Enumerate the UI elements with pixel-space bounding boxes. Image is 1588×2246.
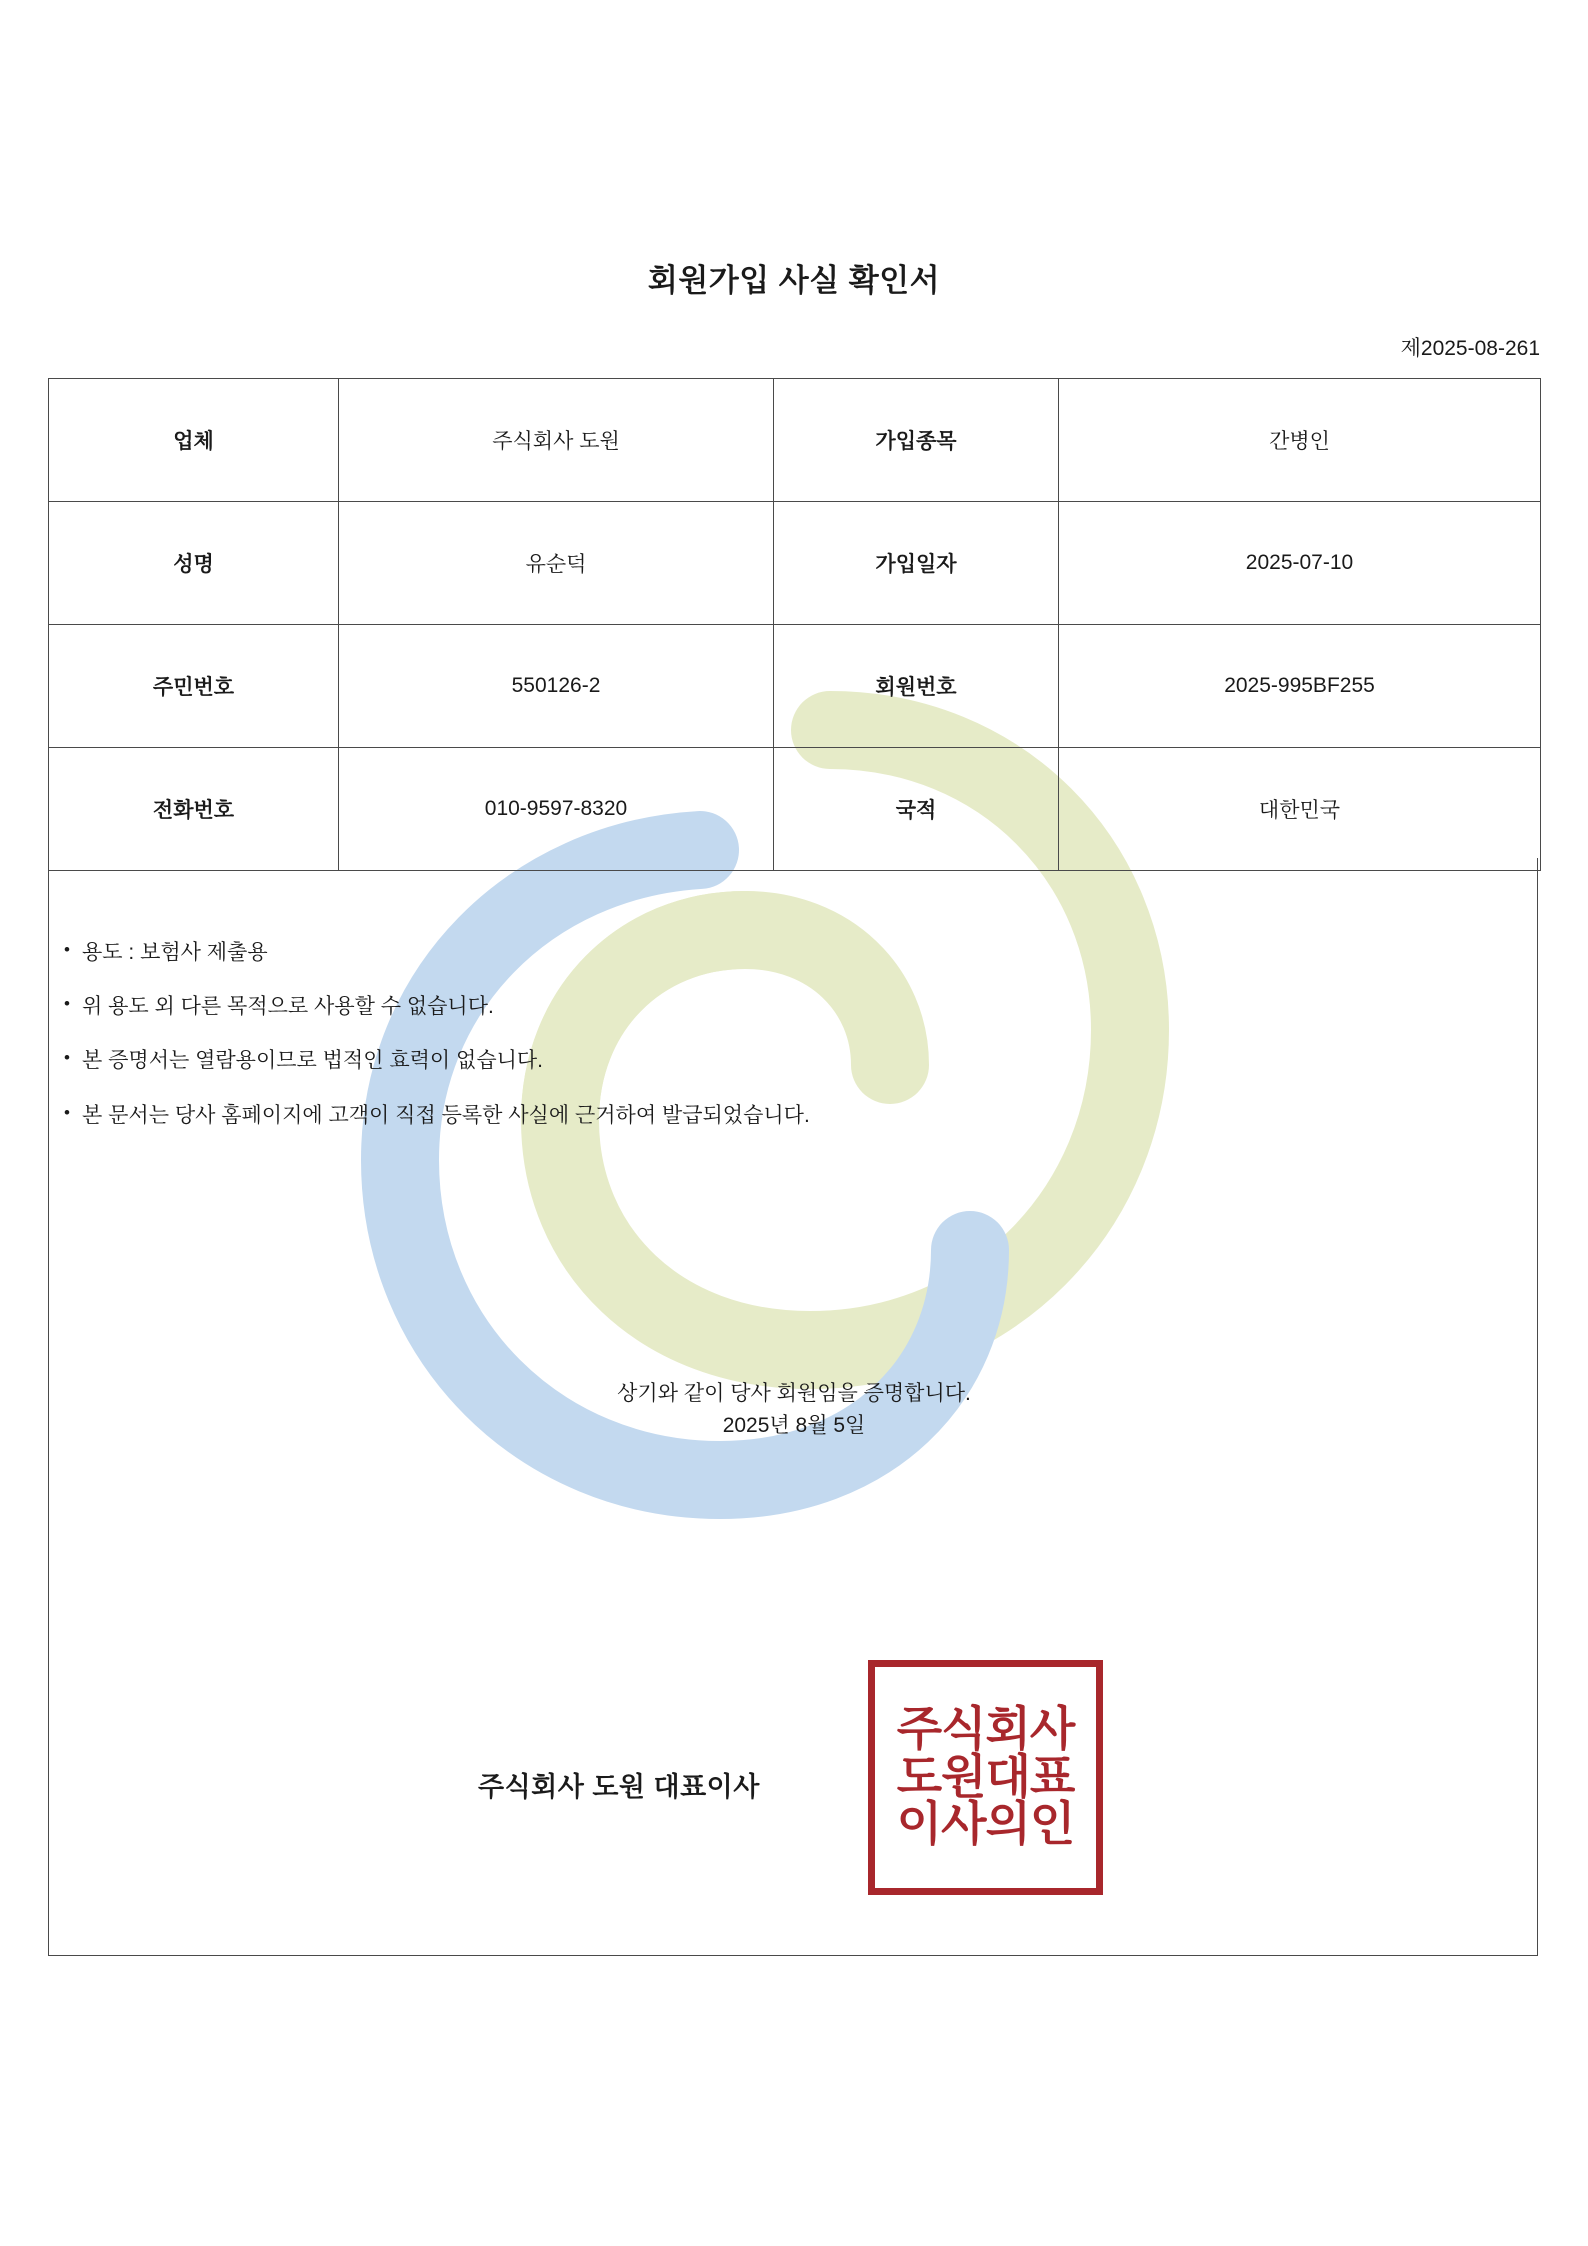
- table-row: [49, 502, 1541, 625]
- seal-line-2: 도원대표: [896, 1749, 1075, 1805]
- list-item: • 위 용도 외 다른 목적으로 사용할 수 없습니다.: [48, 994, 1348, 1019]
- signature-line: 주식회사 도원 대표이사: [478, 1772, 760, 1802]
- row-value-resident-number: 550126-2: [339, 625, 774, 748]
- row-value-nationality: 대한민국: [1059, 748, 1541, 871]
- row-label-join-date: 가입일자: [774, 502, 1059, 625]
- list-item: • 본 문서는 당사 홈페이지에 고객이 직접 등록한 사실에 근거하여 발급되었습니다.: [48, 1103, 1348, 1128]
- list-item: • 본 증명서는 열람용이므로 법적인 효력이 없습니다.: [48, 1048, 1348, 1073]
- row-label-name: 성명: [49, 502, 339, 625]
- row-label-join-type: 가입종목: [774, 379, 1059, 502]
- row-label-phone: 전화번호: [49, 748, 339, 871]
- row-label-resident-number: 주민번호: [49, 625, 339, 748]
- table-row: [49, 379, 1541, 502]
- row-value-name: 유순덕: [339, 502, 774, 625]
- row-value-join-date: 2025-07-10: [1059, 502, 1541, 625]
- row-label-member-number: 회원번호: [774, 625, 1059, 748]
- row-value-phone: 010-9597-8320: [339, 748, 774, 871]
- row-value-join-type: 간병인: [1059, 379, 1541, 502]
- seal-line-1: 주식회사: [896, 1701, 1075, 1757]
- row-label-nationality: 국적: [774, 748, 1059, 871]
- row-value-company: 주식회사 도원: [339, 379, 774, 502]
- list-item: • 용도 : 보험사 제출용: [48, 940, 1348, 965]
- certification-statement: 상기와 같이 당사 회원임을 증명합니다.: [617, 1382, 971, 1405]
- member-info-table: [48, 378, 1541, 871]
- company-seal-stamp: [868, 1660, 1103, 1895]
- document-number: 제2025-08-261: [1400, 337, 1540, 360]
- certification-block: [0, 1378, 1588, 1441]
- table-row: [49, 625, 1541, 748]
- row-label-company: 업체: [49, 379, 339, 502]
- notes-list: [48, 940, 1348, 1157]
- seal-line-3: 이사의인: [896, 1797, 1075, 1853]
- row-value-member-number: 2025-995BF255: [1059, 625, 1541, 748]
- certification-date: 2025년 8월 5일: [722, 1413, 866, 1437]
- page-title: 회원가입 사실 확인서: [647, 263, 941, 298]
- table-row: [49, 748, 1541, 871]
